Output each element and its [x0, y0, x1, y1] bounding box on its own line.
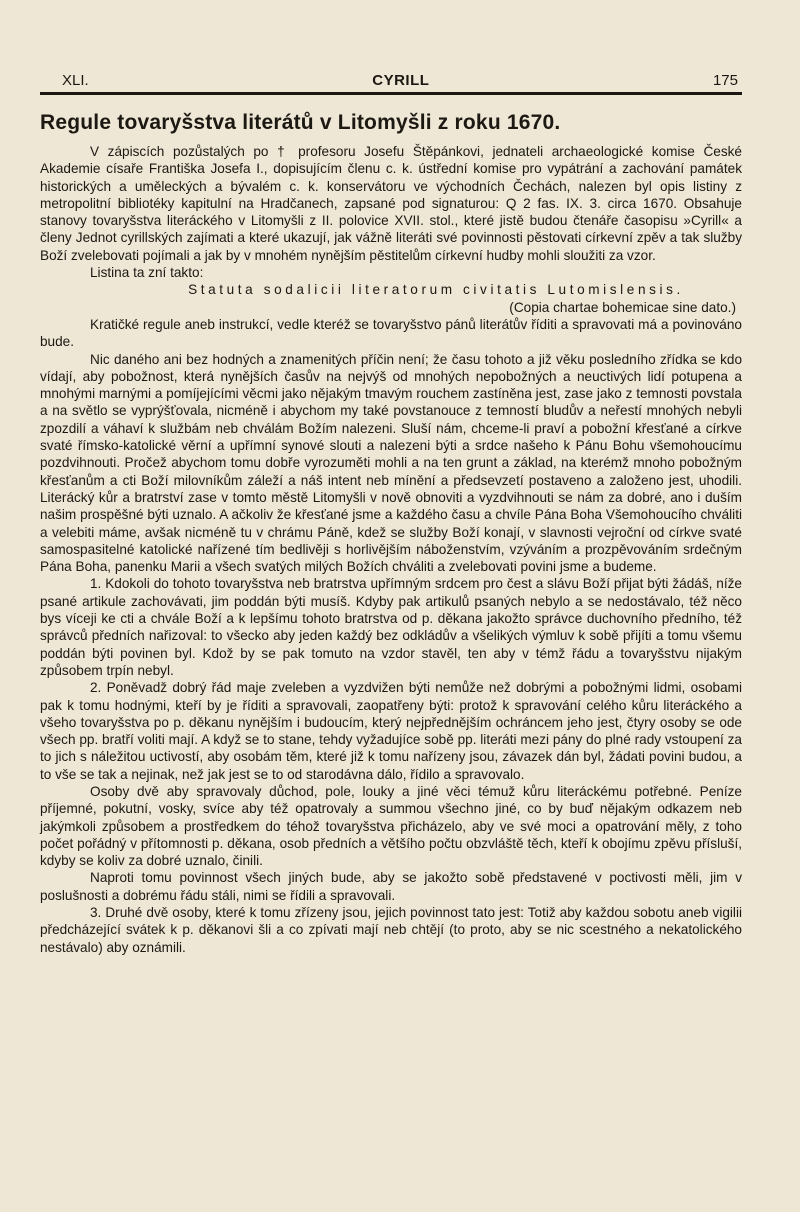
article-3: 3. Druhé dvě osoby, které k tomu zřízeny jsou, jejich povinnost tato jest: Totiž aby každou sobotu aneb vigilii předcházející svátek k p. děkanovi šli a co zpívati mají neb chtějí (to proto, aby se nic scestného a nekatolického nestávalo) aby oznámili.: [40, 905, 742, 955]
header-rule: [40, 92, 742, 95]
volume-number: XLI.: [62, 72, 89, 89]
article-body: [40, 143, 742, 956]
listina-intro: Listina ta zní takto:: [90, 265, 204, 281]
article-1: 1. Kdokoli do tohoto tovaryšstva neb bratrstva upřímným srdcem pro čest a slávu Boží přijat býti žádáš, níže psané artikule zachovávati, jim poddán býti musíš. Kdyby pak artikulů psaných nebylo a se nedostávalo, též něco bys víceji ke cti a chvále Boží a k lepšímu tohoto bratrstva od p. děkana jakožto správce duchovního předního, též správců předních nařizoval: to všecko aby jeden každý bez odkládův a všelikých výmluv k sobě přijíti a tomu všemu poddán býti povinen byl. Kdož by se pak tomuto na vzdor stavěl, ten aby v témž řádu a tovaryšstvu nijakým způsobem trpín nebyl.: [40, 576, 742, 678]
copia-note: (Copia chartae bohemicae sine dato.): [509, 299, 736, 315]
article-title: Regule tovaryšstva literátů v Litomyšli z roku 1670.: [40, 111, 561, 134]
running-header: [40, 72, 742, 92]
journal-name: CYRILL: [372, 72, 430, 89]
preamble-paragraph: Nic daného ani bez hodných a znamenitých příčin není; že času tohoto a již věku posledního zřídka se kdo vídají, aby pobožnost, která nynějších časův na nejvýš od mnohých nepobožných a neuctivých lidí potupena a mnohými marnými a pomíjejícími věcmi jako nějakým tmavým rouchem zastíněna jest, zase jako z temnosti povstala a na světlo se vyprýšťovala, nicméně i abychom my také povstanouce z temností bludův a neřestí mnohých nebyli zpozdilí a váhaví k službám neb chválám Božím nalezeni. Sluší nám, chceme-li praví a pobožní křesťané a církve svaté římsko-katolické věrní a upřímní synové slouti a nalezeni býti a srdce našeho k Pánu Bohu všemohoucímu pozdvihnouti. Pročež abychom tomu dobře vyrozuměti mohli a na ten grunt a základ, na kterémž mnoho pobožným křesťanům a cti Boží milovníkům záleží a náš intent neb mínění a předsevzetí postaveno a založeno jest, uhodili. Literácký kůr a bratrství zase v tomto městě Litomyšli v nově obnoviti a vyzdvihnouti se nám za dobré, ano i duším našim prospěšné býti uznalo. A ačkoliv že křesťané jsme a každého času a chvíle Pána Boha Všemohoucího chváliti a velebiti máme, avšak nicméně tu v chrámu Páně, kdež se služby Boží konají, v slavnosti vejroční od církve svaté samospasitelné katolické nařízené tím bedlivěji s horlivějším náboženstvím, vzýváním a prozpěvováním srdečným Pána Boha, panenku Marii a všech svatých milých Božích chváliti a zvelebovati povini jsme a budeme.: [40, 351, 742, 575]
article-2: 2. Poněvadž dobrý řád maje zveleben a vyzdvižen býti nemůže než dobrými a pobožnými lidmi, osobami pak k tomu hodnými, kteří by je říditi a spravovali, zaopatřeny býti: protož k spravování celého kůru literáckého a všeho tovaryšstva po p. děkanu nynějším i budoucím, který nejpřednějším ochráncem jeho jest, čtyry osoby se ode všech pp. bratří voliti mají. A když se to stane, tehdy vyžadujíce sobě pp. literáti mezi pány do plné rady vstoupení za to jich s náležitou uctivostí, aby osobám těm, které již k tomu nařízeny jsou, závazek dán byl, žádati povini budou, a to vše se tak a nejinak, než jak jest se to od starodávna dálo, řídilo a spravovalo.: [40, 680, 742, 782]
statuta-heading: Statuta sodalicii literatorum civitatis Lutomislensis.: [188, 282, 684, 298]
page-number: 175: [712, 72, 738, 89]
article-2-povinnost: Naproti tomu povinnost všech jiných bude, aby se jakožto sobě představené v poctivosti měli, jim v poslušnosti a dobrému řádu stáli, nimi se řídili a spravovali.: [40, 870, 742, 903]
article-2-osoby: Osoby dvě aby spravovaly důchod, pole, louky a jiné věci témuž kůru literáckému potřebné. Peníze příjemné, pokutní, vosky, svíce aby též opatrovaly a summou všechno jiné, co by buď nějakým odkazem neb jakýmkoli způsobem a prostředkem do téhož tovaryšstva přicházelo, aby ve své moci a opatrování měly, z toho počet pořádný v přítomnosti p. děkana, osob předních a většího počtu obzvláště těch, kteří k obojímu zpěvu přísluší, kdyby se koliv za dobré uznalo, činili.: [40, 783, 742, 869]
intro-paragraph: V zápiscích pozůstalých po † profesoru Josefu Štěpánkovi, jednateli archaeologické komise České Akademie císaře Františka Josefa I., dopisujícím členu c. k. ústřední komise pro vypátrání a zachování památek historických a uměleckých a bývalém c. k. konservátoru ve východních Čechách, nalezen byl opis listiny z metropolitní bibliotéky kapitulní na Hradčanech, zapsané pod signaturou: Q 2 fas. IX. 3. circa 1670. Obsahuje stanovy tovaryšstva literáckého v Litomyšli z II. polovice XVII. stol., které jistě budou čtenáře časopisu »Cyrill« a členy Jednot cyrillských zajímati a které ukazují, jak vážně literáti své povinnosti pěstovati církevní zpěv a tak služby Boží zvelebovati pojímali a jak by v mnohém nynějším pěstitelům církevní hudby mohli sloužiti za vzor.: [40, 144, 742, 263]
regule-intro: Kratičké regule aneb instrukcí, vedle kteréž se tovaryšstvo pánů literátův říditi a spravovati má a povinováno bude.: [40, 316, 742, 350]
